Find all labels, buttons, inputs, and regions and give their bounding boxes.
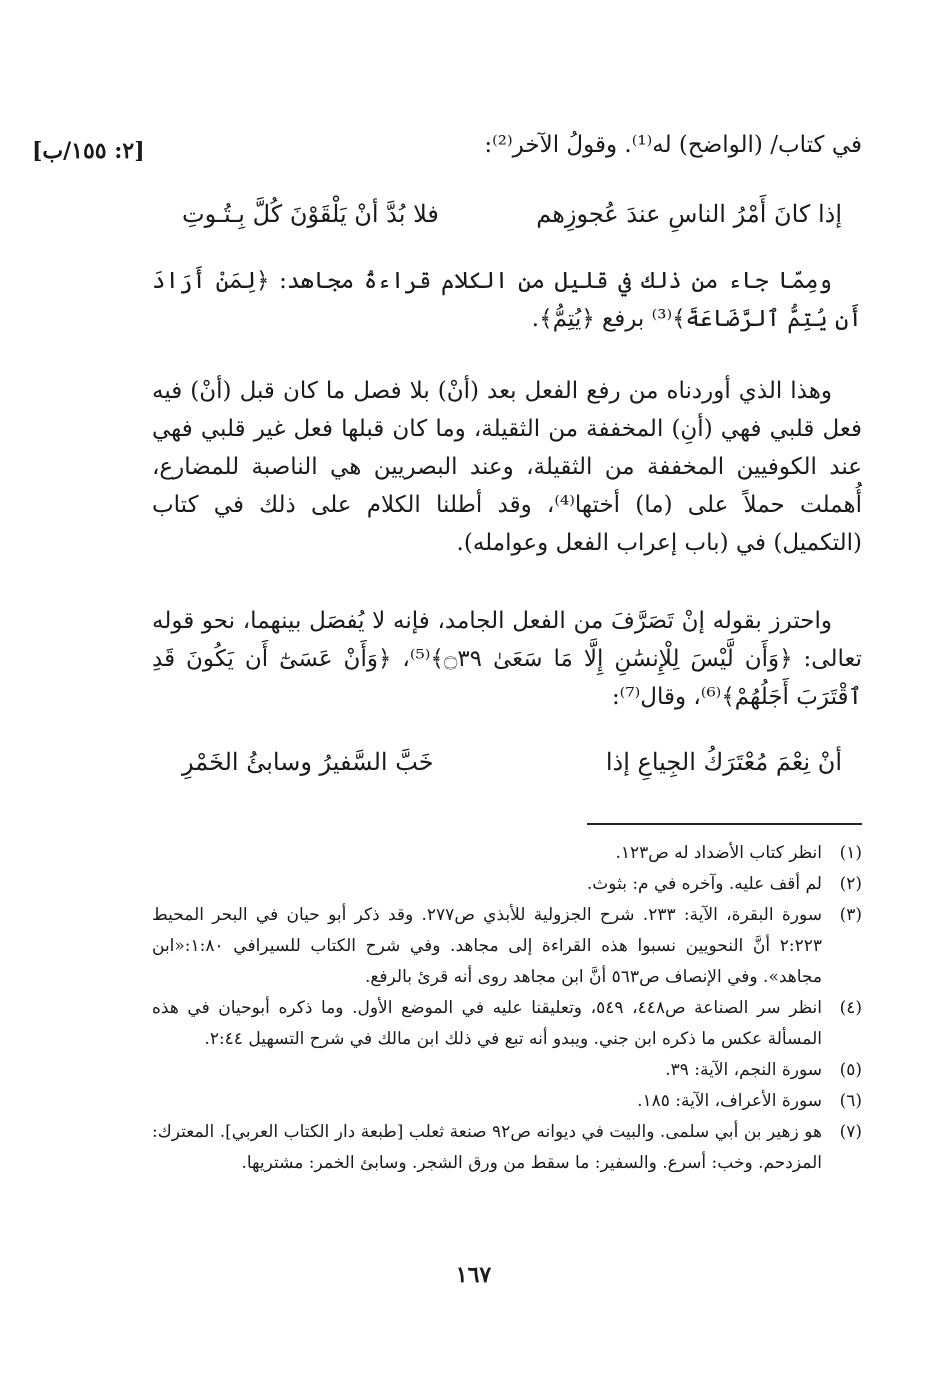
footnote-number: (٣) [839, 905, 862, 925]
footnote [152, 900, 862, 993]
footnote-text: انظر كتاب الأضداد له ص١٢٣. [615, 843, 822, 863]
opening-line: في كتاب/ (الواضح) له⁽¹⁾. وقولُ الآخر⁽²⁾: [484, 132, 862, 158]
footnote-text: سورة البقرة، الآية: ٢٣٣. شرح الجزولية للأبذي ص٢٧٧. وقد ذكر أبو حيان في البحر المحيط ٢:٢٢٣ أنَّ النحويين نسبوا هذه القراءة إلى مجاهد. وفي شرح الكتاب للسيرافي ١:٨٠:«ابن مجاهد». وفي الإنصاف ص٥٦٣ أنَّ ابن مجاهد روى أنه قرئ بالرفع. [152, 905, 822, 987]
manuscript-reference: [٢: ١٥٥/ب] [32, 138, 145, 164]
verse-1-second-hemistich: فلا بُدَّ أنْ يَلْقَوْنَ كُلَّ بِـتُـوتِ [182, 200, 439, 228]
footnote [152, 993, 862, 1055]
verse-1 [182, 200, 842, 228]
paragraph-1 [152, 262, 862, 338]
footnote [152, 869, 862, 900]
footnotes [152, 838, 862, 1179]
paragraph-3-text: واحترز بقوله إنْ تَصَرَّفَ من الفعل الجامد، فإنه لا يُفصَل بينهما، نحو قوله تعالى: ﴿وَأَن لَّيْسَ لِلْإِنسَٰنِ إِلَّا مَا سَعَىٰ ۝٣٩﴾⁽⁵⁾، ﴿وَأَنْ عَسَىٰٓ أَن يَكُونَ قَدِ ٱقْتَرَبَ أَجَلُهُمْ﴾⁽⁶⁾، وقال⁽⁷⁾: [152, 608, 862, 710]
footnote-text: لم أقف عليه. وآخره في م: بثوث. [586, 874, 822, 894]
verse-2 [182, 748, 842, 776]
footnote-number: (٦) [839, 1091, 862, 1111]
verse-2-second-hemistich: خَبَّ السَّفيرُ وسابئُ الخَمْرِ [182, 748, 434, 776]
footnote-number: (٥) [839, 1060, 862, 1080]
footnote [152, 1086, 862, 1117]
footnote-text: هو زهير بن أبي سلمى. والبيت في ديوانه ص٩٢ صنعة ثعلب [طبعة دار الكتاب العربي]. المعترك: المزدحم. وخب: أسرع. والسفير: ما سقط من ورق الشجر. وسابئ الخمر: مشتريها. [152, 1122, 822, 1173]
page-number: ١٦٧ [455, 1262, 492, 1288]
footnote [152, 1117, 862, 1179]
paragraph-3 [152, 602, 862, 716]
paragraph-1-text: ومِمّا جاء من ذلك في قليل من الكلام قراءةُ مجاهد: ﴿لِمَنْ أَرَادَ أَن يُتِمُّ ٱلرَّضَاعَةَ﴾⁽³⁾ برفع ﴿يُتِمُّ﴾. [152, 268, 862, 332]
footnote-text: سورة النجم، الآية: ٣٩. [665, 1060, 822, 1080]
verse-2-first-hemistich: أنْ نِعْمَ مُعْتَرَكُ الجِياعِ إذا [605, 748, 842, 776]
verse-1-first-hemistich: إذا كانَ أَمْرُ الناسِ عندَ عُجوزِهم [536, 200, 842, 228]
footnote-text: انظر سر الصناعة ص٤٤٨، ٥٤٩، وتعليقنا عليه في الموضع الأول. وما ذكره أبوحيان في هذه المسألة عكس ما ذكره ابن جني. ويبدو أنه تبع في ذلك ابن مالك في شرح التسهيل ٢:٤٤. [152, 998, 822, 1049]
footnote-text: سورة الأعراف، الآية: ١٨٥. [637, 1091, 822, 1111]
footnote-number: (٢) [839, 874, 862, 894]
paragraph-2-text: وهذا الذي أوردناه من رفع الفعل بعد (أنْ) بلا فصل ما كان قبل (أنْ) فيه فعل قلبي فهي (أنِ) المخففة من الثقيلة، وما كان قبلها فعل غير قلبي فهي عند الكوفيين المخففة من الثقيلة، وعند البصريين هي الناصبة للمضارع، أُهملت حملاً على (ما) أختها⁽⁴⁾، وقد أطلنا الكلام على ذلك في كتاب (التكميل) في (باب إعراب الفعل وعوامله). [152, 378, 862, 556]
footnote-number: (١) [839, 843, 862, 863]
footnote-number: (٧) [839, 1122, 862, 1142]
footnote [152, 838, 862, 869]
paragraph-2 [152, 372, 862, 562]
footnote [152, 1055, 862, 1086]
footnote-number: (٤) [839, 998, 862, 1018]
footnote-separator [587, 823, 862, 825]
